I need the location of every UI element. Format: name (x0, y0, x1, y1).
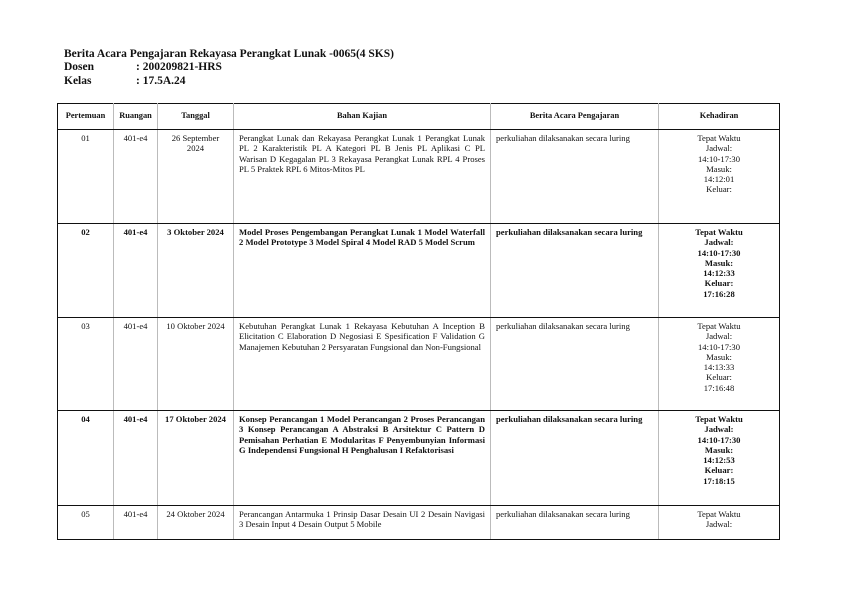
cell-pertemuan: 03 (58, 318, 114, 411)
cell-ruangan: 401-e4 (114, 224, 158, 318)
kehadiran-jadwal-value: 14:10-17:30 (697, 153, 740, 164)
kehadiran-masuk-label: Masuk: (706, 163, 732, 174)
kehadiran-jadwal-label: Jadwal: (705, 143, 733, 154)
kehadiran-status: Tepat Waktu (695, 414, 743, 424)
kehadiran-jadwal-label: Jadwal: (704, 237, 734, 248)
cell-tanggal: 10 Oktober 2024 (158, 318, 234, 411)
cell-kehadiran (659, 224, 780, 318)
document-header (64, 48, 394, 88)
kehadiran-keluar-label: Keluar: (706, 372, 732, 383)
dosen-label: Dosen (64, 61, 95, 73)
table-row (58, 130, 780, 224)
dosen-row (64, 61, 394, 75)
header-berita-acara: Berita Acara Pengajaran (491, 104, 659, 130)
header-ruangan: Ruangan (114, 104, 158, 130)
table-row (58, 411, 780, 506)
kehadiran-jadwal-label: Jadwal: (704, 424, 734, 435)
kehadiran-jadwal-label: Jadwal: (705, 331, 733, 342)
header-kehadiran: Kehadiran (659, 104, 780, 130)
kehadiran-jadwal-value: 14:10-17:30 (697, 434, 741, 445)
kehadiran-jadwal-label: Jadwal: (705, 519, 733, 530)
cell-berita-acara: perkuliahan dilaksanakan secara luring (491, 318, 659, 411)
kehadiran-jadwal-value: 14:10-17:30 (697, 247, 741, 258)
cell-kehadiran (659, 318, 780, 411)
kehadiran-masuk-value: 14:12:01 (703, 174, 735, 185)
cell-tanggal: 17 Oktober 2024 (158, 411, 234, 506)
table-row (58, 506, 780, 540)
kehadiran-keluar-value: 17:16:48 (703, 382, 735, 393)
kehadiran-masuk-value: 14:13:33 (703, 362, 735, 373)
teaching-report-table (57, 103, 780, 540)
kehadiran-masuk-value: 14:12:53 (703, 455, 735, 466)
kelas-label: Kelas (64, 74, 92, 87)
header-pertemuan: Pertemuan (58, 104, 114, 130)
kehadiran-keluar-value: 17:16:28 (703, 288, 735, 299)
cell-kehadiran (659, 130, 780, 224)
dosen-value: : 200209821-HRS (136, 61, 222, 73)
cell-pertemuan: 05 (58, 506, 114, 540)
cell-pertemuan: 04 (58, 411, 114, 506)
cell-pertemuan: 02 (58, 224, 114, 318)
cell-tanggal: 24 Oktober 2024 (158, 506, 234, 540)
table-row (58, 224, 780, 318)
kehadiran-keluar-label: Keluar: (706, 184, 732, 195)
cell-berita-acara: perkuliahan dilaksanakan secara luring (491, 506, 659, 540)
header-bahan-kajian: Bahan Kajian (234, 104, 491, 130)
cell-tanggal: 3 Oktober 2024 (158, 224, 234, 318)
kehadiran-masuk-label: Masuk: (706, 351, 732, 362)
cell-bahan-kajian: Model Proses Pengembangan Perangkat Lunak 1 Model Waterfall 2 Model Prototype 3 Model Spiral 4 Model RAD 5 Model Scrum (234, 224, 491, 318)
cell-kehadiran (659, 411, 780, 506)
cell-ruangan: 401-e4 (114, 318, 158, 411)
kehadiran-status: Tepat Waktu (697, 509, 741, 519)
cell-bahan-kajian: Kebutuhan Perangkat Lunak 1 Rekayasa Kebutuhan A Inception B Elicitation C Elaboration D Negosiasi E Spesification F Validation G Manajemen Kebutuhan 2 Persyaratan Fungsional dan Non-Fungsional (234, 318, 491, 411)
header-tanggal: Tanggal (158, 104, 234, 130)
cell-ruangan: 401-e4 (114, 506, 158, 540)
table-header-row (58, 104, 780, 130)
table-row (58, 318, 780, 411)
cell-ruangan: 401-e4 (114, 411, 158, 506)
kelas-value: : 17.5A.24 (136, 74, 186, 87)
cell-berita-acara: perkuliahan dilaksanakan secara luring (491, 130, 659, 224)
kehadiran-status: Tepat Waktu (697, 321, 741, 331)
kehadiran-jadwal-value: 14:10-17:30 (697, 341, 740, 352)
kelas-row (64, 75, 394, 89)
cell-berita-acara: perkuliahan dilaksanakan secara luring (491, 411, 659, 506)
cell-bahan-kajian: Perangkat Lunak dan Rekayasa Perangkat Lunak 1 Perangkat Lunak PL 2 Karakteristik PL A Kategori PL B Jenis PL Aplikasi C PL Warisan D Kegagalan PL 3 Rekayasa Perangkat Lunak RPL 4 Proses PL 5 Praktek RPL 6 Mitos-Mitos PL (234, 130, 491, 224)
kehadiran-keluar-value: 17:18:15 (703, 475, 735, 486)
cell-pertemuan: 01 (58, 130, 114, 224)
kehadiran-status: Tepat Waktu (695, 227, 743, 237)
kehadiran-masuk-label: Masuk: (704, 444, 734, 455)
kehadiran-keluar-label: Keluar: (704, 278, 734, 289)
kehadiran-keluar-label: Keluar: (704, 465, 734, 476)
cell-bahan-kajian: Perancangan Antarmuka 1 Prinsip Dasar Desain UI 2 Desain Navigasi 3 Desain Input 4 Desain Output 5 Mobile (234, 506, 491, 540)
kehadiran-status: Tepat Waktu (697, 133, 741, 143)
cell-berita-acara: perkuliahan dilaksanakan secara luring (491, 224, 659, 318)
kehadiran-masuk-label: Masuk: (704, 257, 734, 268)
cell-kehadiran (659, 506, 780, 540)
cell-tanggal: 26 September 2024 (158, 130, 234, 224)
cell-bahan-kajian: Konsep Perancangan 1 Model Perancangan 2 Proses Perancangan 3 Konsep Perancangan A Abstraksi B Arsitektur C Pattern D Pemisahan Perhatian E Modularitas F Penyembunyian Informasi G Independensi Fungsional H Penghalusan I Refaktorisasi (234, 411, 491, 506)
kehadiran-masuk-value: 14:12:33 (703, 268, 735, 279)
cell-ruangan: 401-e4 (114, 130, 158, 224)
document-title: Berita Acara Pengajaran Rekayasa Perangkat Lunak -0065(4 SKS) (64, 48, 394, 60)
